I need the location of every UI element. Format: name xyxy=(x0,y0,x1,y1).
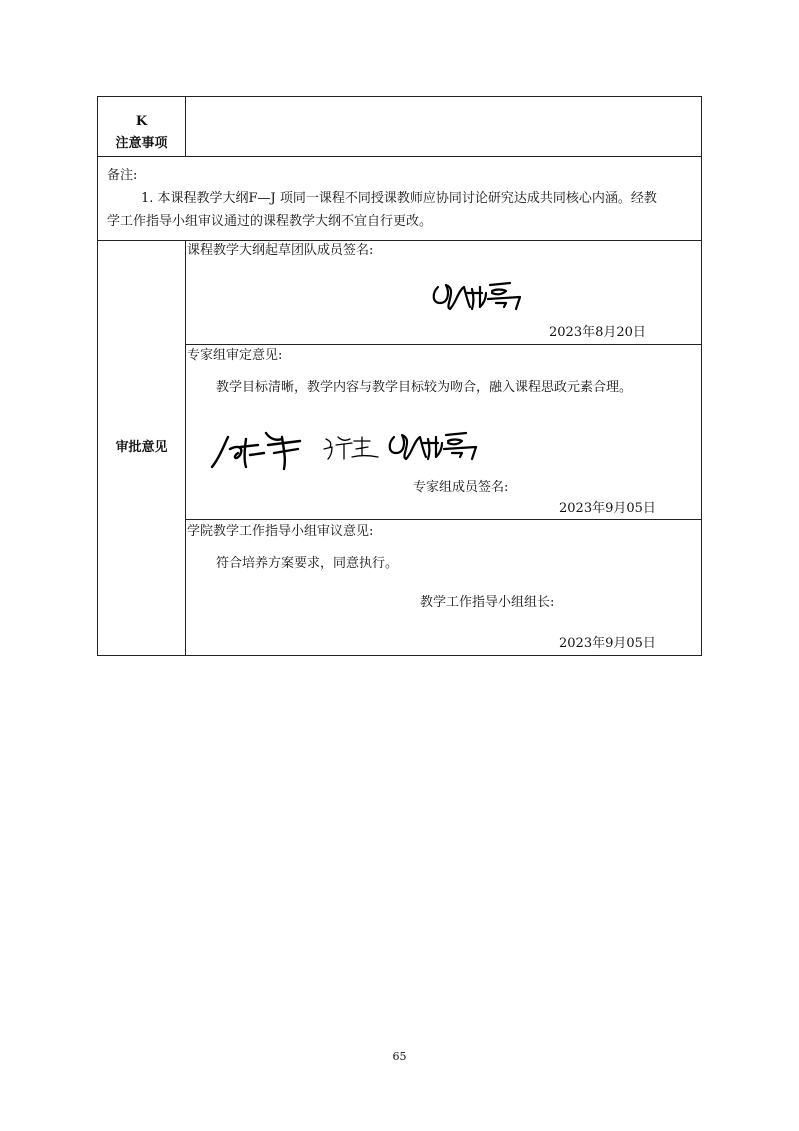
row-divider-k xyxy=(98,156,701,157)
notes-line-1: 1. 本课程教学大纲F—J 项同一课程不同授课教师应协同讨论研究达成共同核心内涵。经教 xyxy=(141,191,657,206)
college-sign-label: 教学工作指导小组组长: xyxy=(420,595,555,610)
expert-signature-3 xyxy=(384,423,484,463)
row-k-label: 注意事项 xyxy=(115,136,168,151)
row-divider-notes xyxy=(98,240,701,241)
notes-heading: 备注: xyxy=(107,168,138,183)
college-opinion: 符合培养方案要求，同意执行。 xyxy=(216,556,399,571)
expert-opinion: 教学目标清晰，教学内容与教学目标较为吻合，融入课程思政元素合理。 xyxy=(216,380,633,395)
expert-signature-1 xyxy=(210,427,320,471)
drafting-signature xyxy=(428,273,528,313)
row-k-code: K xyxy=(135,114,148,129)
approval-form-table xyxy=(97,96,702,656)
drafting-title: 课程教学大纲起草团队成员签名: xyxy=(187,243,374,258)
college-title: 学院教学工作指导小组审议意见: xyxy=(187,524,374,539)
college-date: 2023年9月05日 xyxy=(559,636,656,651)
notes-line-2: 学工作指导小组审议通过的课程教学大纲不宜自行更改。 xyxy=(107,214,433,229)
page-number: 65 xyxy=(392,1050,407,1063)
expert-date: 2023年9月05日 xyxy=(559,501,656,516)
col-divider-approval xyxy=(185,240,186,655)
approval-label: 审批意见 xyxy=(115,440,168,455)
col-divider-k xyxy=(185,97,186,156)
drafting-date: 2023年8月20日 xyxy=(549,325,646,340)
expert-sign-label: 专家组成员签名: xyxy=(413,480,509,495)
expert-title: 专家组审定意见: xyxy=(187,348,283,363)
row-divider-drafting xyxy=(185,344,701,345)
row-divider-expert xyxy=(185,519,701,520)
expert-signature-2 xyxy=(322,433,382,463)
